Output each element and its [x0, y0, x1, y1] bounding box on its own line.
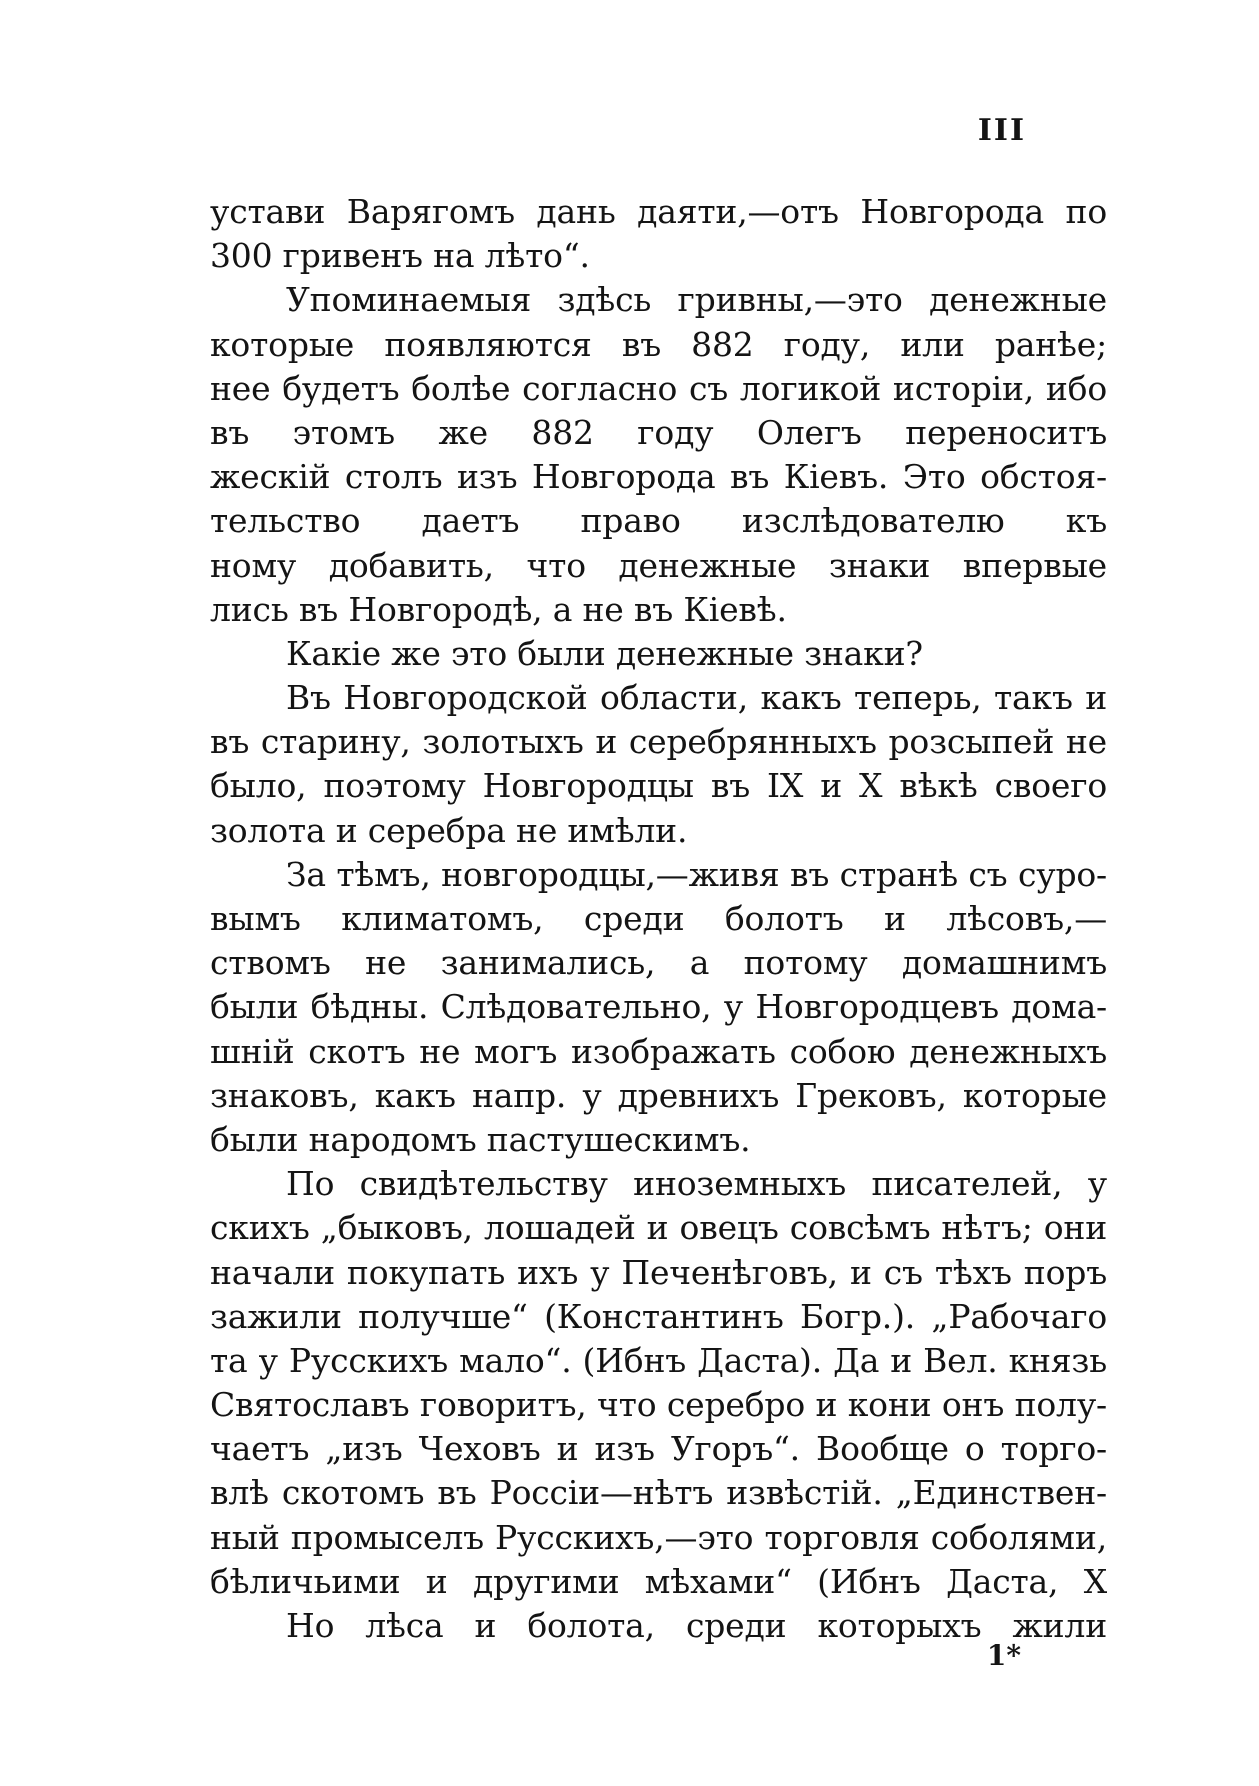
text-line: лись въ Новгородѣ, а не въ Кіевѣ.: [210, 589, 787, 629]
text-line: скихъ „быковъ, лошадей и овецъ совсѣмъ нѣтъ; они: [210, 1208, 1107, 1248]
text-line: Какіе же это были денежные знаки?: [286, 633, 923, 673]
text-line: бѣличьими и другими мѣхами“ (Ибнъ Даста, X: [210, 1561, 1107, 1601]
text-line: знаковъ, какъ напр. у древнихъ Грековъ, которые: [210, 1075, 1107, 1115]
text-line: въ этомъ же 882 году Олегъ переноситъ: [210, 412, 1107, 452]
text-line: вымъ климатомъ, среди болотъ и лѣсовъ,—: [210, 899, 1107, 938]
text-line: въ старину, золотыхъ и серебрянныхъ розсыпей не: [210, 722, 1107, 762]
text-line: За тѣмъ, новгородцы,—живя въ странѣ съ суро-: [286, 854, 1107, 894]
text-line: Упоминаемыя здѣсь гривны,—это денежные: [286, 280, 1107, 320]
text-line: 300 гривенъ на лѣто“.: [210, 236, 590, 276]
text-line: жескій столъ изъ Новгорода въ Кіевъ. Это обстоя-: [210, 457, 1107, 497]
text-line: По свидѣтельству иноземныхъ писателей, у: [286, 1164, 1107, 1204]
text-line: было, поэтому Новгородцы въ IX и X вѣкѣ своего: [210, 766, 1107, 806]
text-line: ный промыселъ Русскихъ,—это торговля соболями,: [210, 1517, 1107, 1557]
text-line: влѣ скотомъ въ Россіи—нѣтъ извѣстій. „Единствен-: [210, 1473, 1107, 1513]
text-line: нее будетъ болѣе согласно съ логикой исторіи, ибо: [210, 368, 1107, 408]
text-line: зажили получше“ (Константинъ Богр.). „Рабочаго: [210, 1296, 1107, 1336]
body-text: [210, 190, 1107, 1648]
page-number: III: [977, 113, 1026, 148]
text-line: были бѣдны. Слѣдовательно, у Новгородцевъ дома-: [210, 987, 1107, 1027]
text-line: начали покупать ихъ у Печенѣговъ, и съ тѣхъ поръ: [210, 1252, 1107, 1292]
text-line: Святославъ говоритъ, что серебро и кони онъ полу-: [210, 1385, 1107, 1425]
text-line: Но лѣса и болота, среди которыхъ жили: [286, 1606, 1107, 1645]
text-line: Въ Новгородской области, какъ теперь, такъ и: [286, 678, 1107, 718]
text-line: ному добавить, что денежные знаки впервые: [210, 545, 1107, 585]
text-line: были народомъ пастушескимъ.: [210, 1119, 751, 1159]
text-line: устави Варягомъ дань даяти,—отъ Новгорода по: [210, 192, 1107, 231]
text-line: тельство даетъ право изслѣдователю къ: [210, 501, 1107, 541]
text-line: та у Русскихъ мало“. (Ибнъ Даста). Да и Вел. князь: [210, 1340, 1107, 1380]
text-line: шній скотъ не могъ изображать собою денежныхъ: [210, 1031, 1107, 1071]
signature-mark: 1*: [986, 1639, 1021, 1672]
text-line: золота и серебра не имѣли.: [210, 810, 688, 850]
text-line: которые появляются въ 882 году, или ранѣе;: [210, 324, 1107, 364]
text-line: чаетъ „изъ Чеховъ и изъ Угоръ“. Вообще о торго-: [210, 1429, 1107, 1469]
text-line: ствомъ не занимались, а потому домашнимъ: [210, 943, 1107, 983]
